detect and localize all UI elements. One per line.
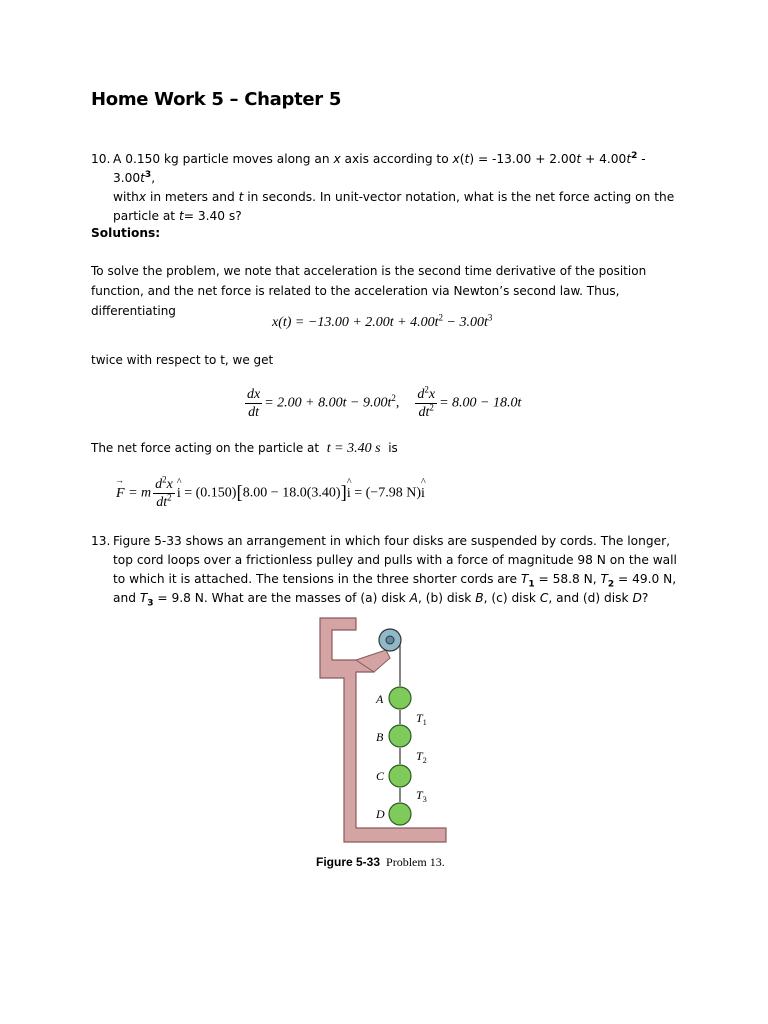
equation-net-force: F → = m $\frac{d^2x}{dt^2}$ i ^ = (0.150)[8.00 − 18.0(3.40)]i ^ = (−7.98 N)i ^ <box>116 476 425 511</box>
problem-13-line-4: and $T_3 = 9.8$ N. What are the masses of (a) disk A, (b) disk B, (c) disk C, and (d) disk D? <box>113 591 649 609</box>
tension-label-t1: $T_1$ <box>416 711 427 727</box>
solution-paragraph: To solve the problem, we note that acceleration is the second time derivative of the position function, and the net force is related to the acceleration via Newton’s second law. Thus, differentiating <box>91 264 647 318</box>
figure-disks-pulley <box>316 614 456 846</box>
problem-10-line-1: A 0.150 kg particle moves along an x axis according to $x(t) = -13.00 + 2.00t + 4.00t^2 - 3.00t^3$, <box>113 150 646 185</box>
disk-label-a: A <box>376 692 384 706</box>
disk-label-b: B <box>376 730 384 744</box>
problem-13-line-2: top cord loops over a frictionless pulley and pulls with a force of magnitude 98 N on the wall <box>113 553 677 567</box>
problem-10-line-3: particle at t= 3.40 s? <box>113 209 242 223</box>
disk-a <box>389 687 411 709</box>
problem-number: 13. <box>91 534 111 548</box>
net-force-text: The net force acting on the particle at t = 3.40 s is <box>91 441 398 456</box>
solutions-heading: Solutions: <box>91 226 161 240</box>
problem-13-line-1: Figure 5-33 shows an arrangement in which four disks are suspended by cords. The longer, <box>113 534 670 548</box>
problem-number: 10. <box>91 152 111 166</box>
problem-10-line-2: withx in meters and t in seconds. In unit-vector notation, what is the net force acting on the <box>113 190 675 204</box>
disk-label-c: C <box>376 769 385 783</box>
disk-label-d: D <box>376 807 385 821</box>
tension-label-t2: $T_2$ <box>416 749 427 765</box>
tension-label-t3: $T_3$ <box>416 788 427 804</box>
figure-caption-text: Problem 13. <box>386 855 445 869</box>
problem-13-line-3: to which it is attached. The tensions in the three shorter cords are $T_1 = 58.8$ N, $T_2 = 49.0$ N, <box>113 572 677 590</box>
problem-13 <box>91 532 691 608</box>
problem-10 <box>91 150 691 226</box>
pulley-hub <box>386 636 394 644</box>
equation-derivatives: $\frac{dx}{dt}$ = $2.00 + 8.00t - 9.00t^2$, $\frac{d^2x}{dt^2}$ = 8.00 − 18.0t <box>247 384 522 420</box>
figure-caption <box>316 855 445 870</box>
figure-caption-label: Figure 5-33 <box>316 855 381 869</box>
page-title: Home Work 5 – Chapter 5 <box>91 89 342 110</box>
equation-position: $x(t) = -13.00 + 2.00t + 4.00t^2 - 3.00t^3$ <box>272 312 493 330</box>
disk-c <box>389 765 411 787</box>
disk-d <box>389 803 411 825</box>
disk-b <box>389 725 411 747</box>
twice-text: twice with respect to t, we get <box>91 353 274 367</box>
